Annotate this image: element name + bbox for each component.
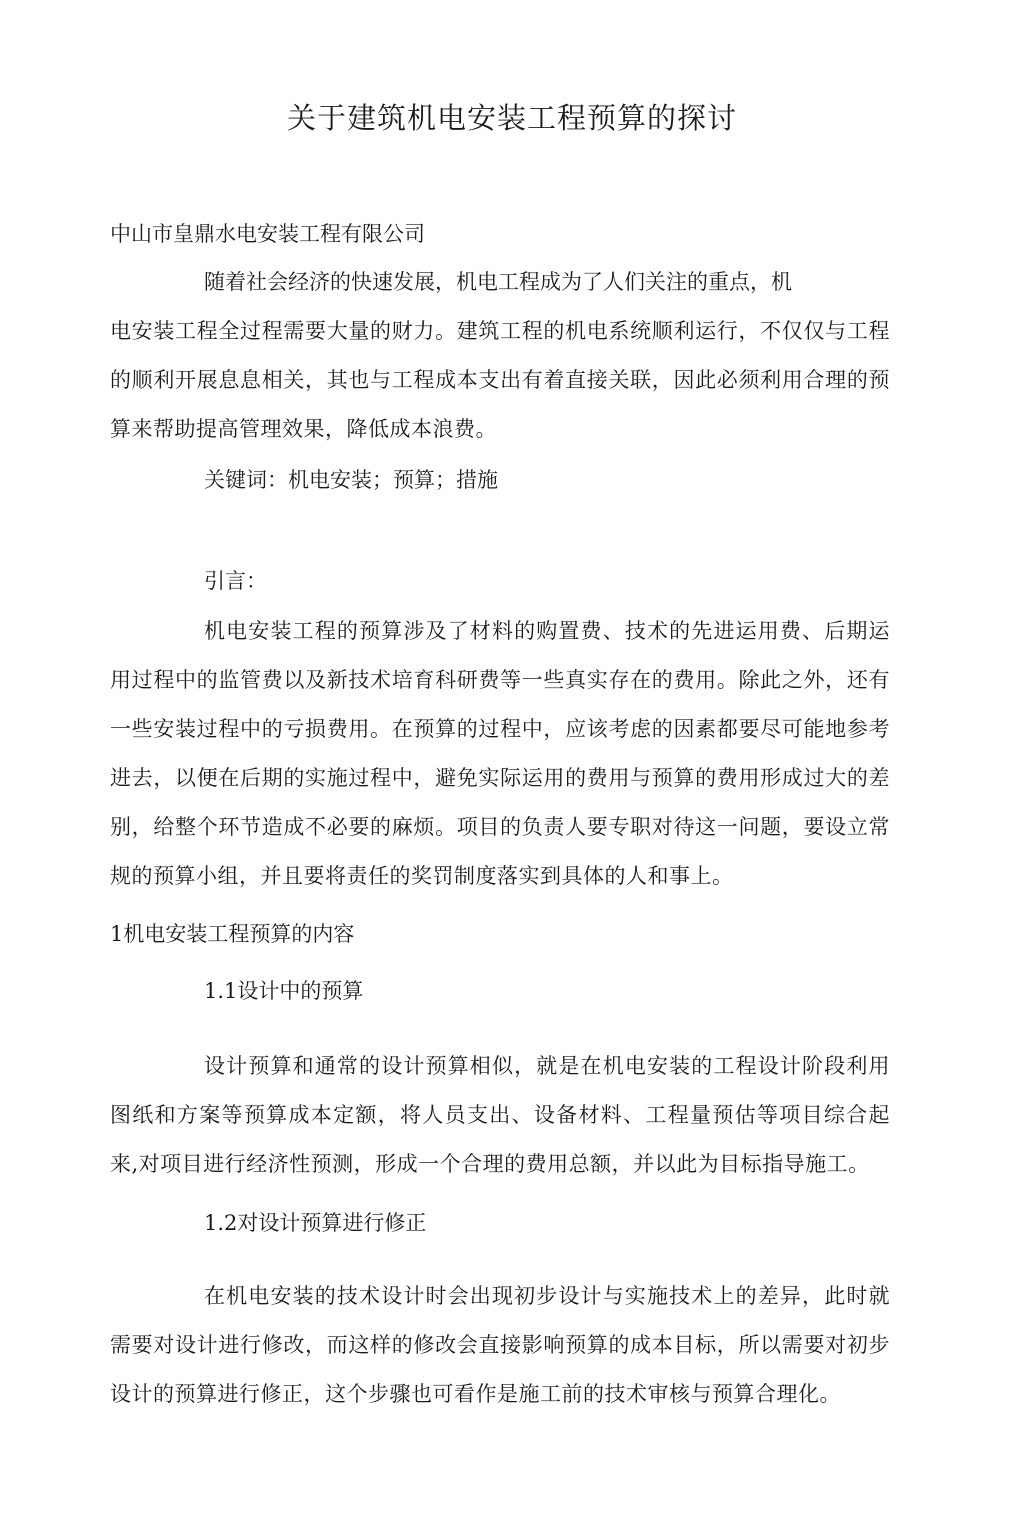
intro-paragraph: 机电安装工程的预算涉及了材料的购置费、技术的先进运用费、后期运用过程中的监管费以及新技术培育科研费等一些真实存在的费用。除此之外，还有一些安装过程中的亏损费用。在预算的过程中，应该考虑的因素都要尽可能地参考进去，以便在后期的实施过程中，避免实际运用的费用与预算的费用形成过大的差别，给整个环节造成不必要的麻烦。项目的负责人要专职对待这一问题，要设立常规的预算小组，并且要将责任的奖罚制度落实到具体的人和事上。 (110, 619, 890, 888)
section-1-1-paragraph: 设计预算和通常的设计预算相似，就是在机电安装的工程设计阶段利用图纸和方案等预算成本定额，将人员支出、设备材料、工程量预估等项目综合起来,对项目进行经济性预测，形成一个合理的费用总额，并以此为目标指导施工。 (110, 1054, 890, 1176)
section-1-1-heading: 1.1设计中的预算 (204, 979, 364, 1003)
author-affiliation: 中山市皇鼎水电安装工程有限公司 (110, 222, 425, 246)
abstract-paragraph: 电安装工程全过程需要大量的财力。建筑工程的机电系统顺利运行，不仅仅与工程的顺利开展息息相关，其也与工程成本支出有着直接关联，因此必须利用合理的预算来帮助提高管理效果，降低成本浪费。 (110, 319, 890, 441)
abstract-first-line: 随着社会经济的快速发展，机电工程成为了人们关注的重点，机 (204, 270, 792, 294)
intro-label: 引言： (204, 569, 267, 593)
section-1-2-heading: 1.2对设计预算进行修正 (204, 1211, 427, 1235)
section-1-heading: 1机电安装工程预算的内容 (110, 922, 355, 946)
document-title: 关于建筑机电安装工程预算的探讨 (286, 101, 737, 135)
keywords-line: 关键词：机电安装；预算；措施 (204, 468, 498, 492)
section-1-2-paragraph: 在机电安装的技术设计时会出现初步设计与实施技术上的差异，此时就需要对设计进行修改，而这样的修改会直接影响预算的成本目标，所以需要对初步设计的预算进行修正，这个步骤也可看作是施工前的技术审核与预算合理化。 (110, 1284, 890, 1406)
